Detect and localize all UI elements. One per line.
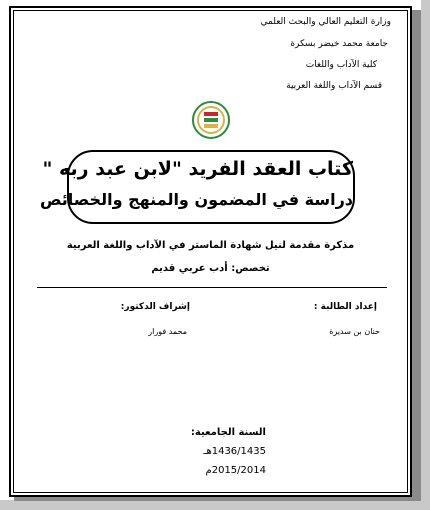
page-shadow-bottom: [14, 497, 421, 501]
student-label: إعداد الطالبة :: [313, 302, 377, 312]
supervisor-name: محمد فورار: [148, 327, 187, 336]
thesis-title: كتاب العقد الفريد "لابن عبد ربه ": [42, 158, 353, 180]
ministry-line: وزارة التعليم العالي والبحث العلمي: [260, 17, 391, 27]
separator-line: [37, 287, 387, 288]
title-box: [39, 150, 355, 224]
thesis-description: مذكرة مقدمة لنيل شهادة الماستر في الآداب واللغة العربية: [66, 240, 355, 251]
specialization: تخصص: أدب عربي قديم: [151, 263, 270, 274]
academic-year-hijri: 1436/1435هـ: [203, 446, 266, 457]
student-name: حنان بن سديرة: [329, 327, 380, 336]
university-logo-icon: [191, 100, 231, 140]
faculty-line: كلية الآداب واللغات: [305, 60, 377, 70]
department-line: قسم الآداب واللغة العربية: [286, 81, 382, 91]
academic-year-gregorian: 2015/2014م: [205, 465, 266, 476]
page-shadow-right: [412, 10, 421, 500]
supervisor-label: إشراف الدكتور:: [120, 302, 190, 312]
thesis-subtitle: دراسة في المضمون والمنهج والخصائص: [39, 190, 353, 209]
university-line: جامعة محمد خيضر بسكرة: [290, 39, 388, 49]
academic-year-label: السنة الجامعية:: [190, 427, 266, 438]
